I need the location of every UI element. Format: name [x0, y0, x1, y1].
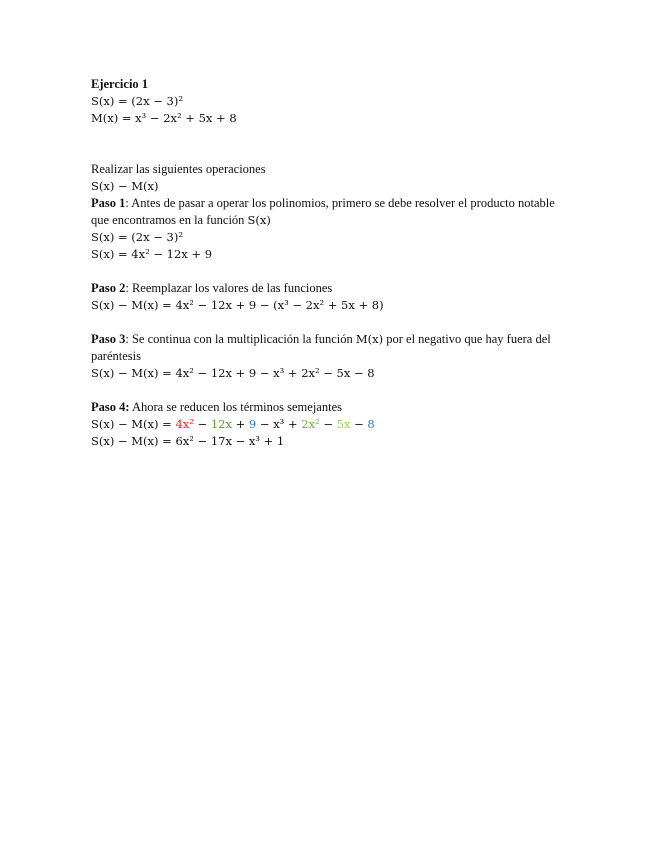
- term-4x2: 4x²: [175, 417, 194, 431]
- step-2-description: Paso 2: Reemplazar los valores de las funciones: [91, 281, 333, 295]
- term-5x: 5x: [336, 417, 351, 431]
- step-1-label: Paso 1: [91, 196, 126, 210]
- step-1-equation-2: S(x) = 4x² − 12x + 9: [91, 247, 213, 261]
- step-3-equation: S(x) − M(x) = 4x² − 12x + 9 − x³ + 2x² − 5x − 8: [91, 366, 375, 380]
- term-8: 8: [367, 417, 375, 431]
- term-2x2: 2x²: [301, 417, 320, 431]
- term-9: 9: [248, 417, 257, 431]
- step-4-result: S(x) − M(x) = 6x² − 17x − x³ + 1: [91, 434, 285, 448]
- step-1-description: Paso 1: Antes de pasar a operar los polinomios, primero se debe resolver el producto notable que encontramos en la función S(x): [91, 196, 555, 227]
- step-4-description: Paso 4: Ahora se reducen los términos semejantes: [91, 400, 342, 414]
- step-4-colored-equation: S(x) − M(x) = 4x² − 12x + 9 − x³ + 2x² − 5x − 8: [91, 417, 375, 431]
- operation-expression: S(x) − M(x): [91, 179, 159, 193]
- step-2-label: Paso 2: [91, 281, 126, 295]
- instruction-text: Realizar las siguientes operaciones: [91, 162, 266, 176]
- step-1-equation-1: S(x) = (2x − 3)²: [91, 230, 183, 244]
- document-page: [91, 76, 561, 450]
- equation-s-definition: S(x) = (2x − 3)²: [91, 94, 183, 108]
- step-3-description: Paso 3: Se continua con la multiplicación la función M(x) por el negativo que hay fuera del paréntesis: [91, 332, 551, 363]
- equation-m-definition: M(x) = x³ − 2x² + 5x + 8: [91, 111, 237, 125]
- term-12x: 12x: [210, 417, 232, 431]
- step-2-equation: S(x) − M(x) = 4x² − 12x + 9 − (x³ − 2x² + 5x + 8): [91, 298, 384, 312]
- exercise-title: Ejercicio 1: [91, 77, 149, 91]
- step-3-label: Paso 3: [91, 332, 126, 346]
- step-4-label: Paso 4:: [91, 400, 130, 414]
